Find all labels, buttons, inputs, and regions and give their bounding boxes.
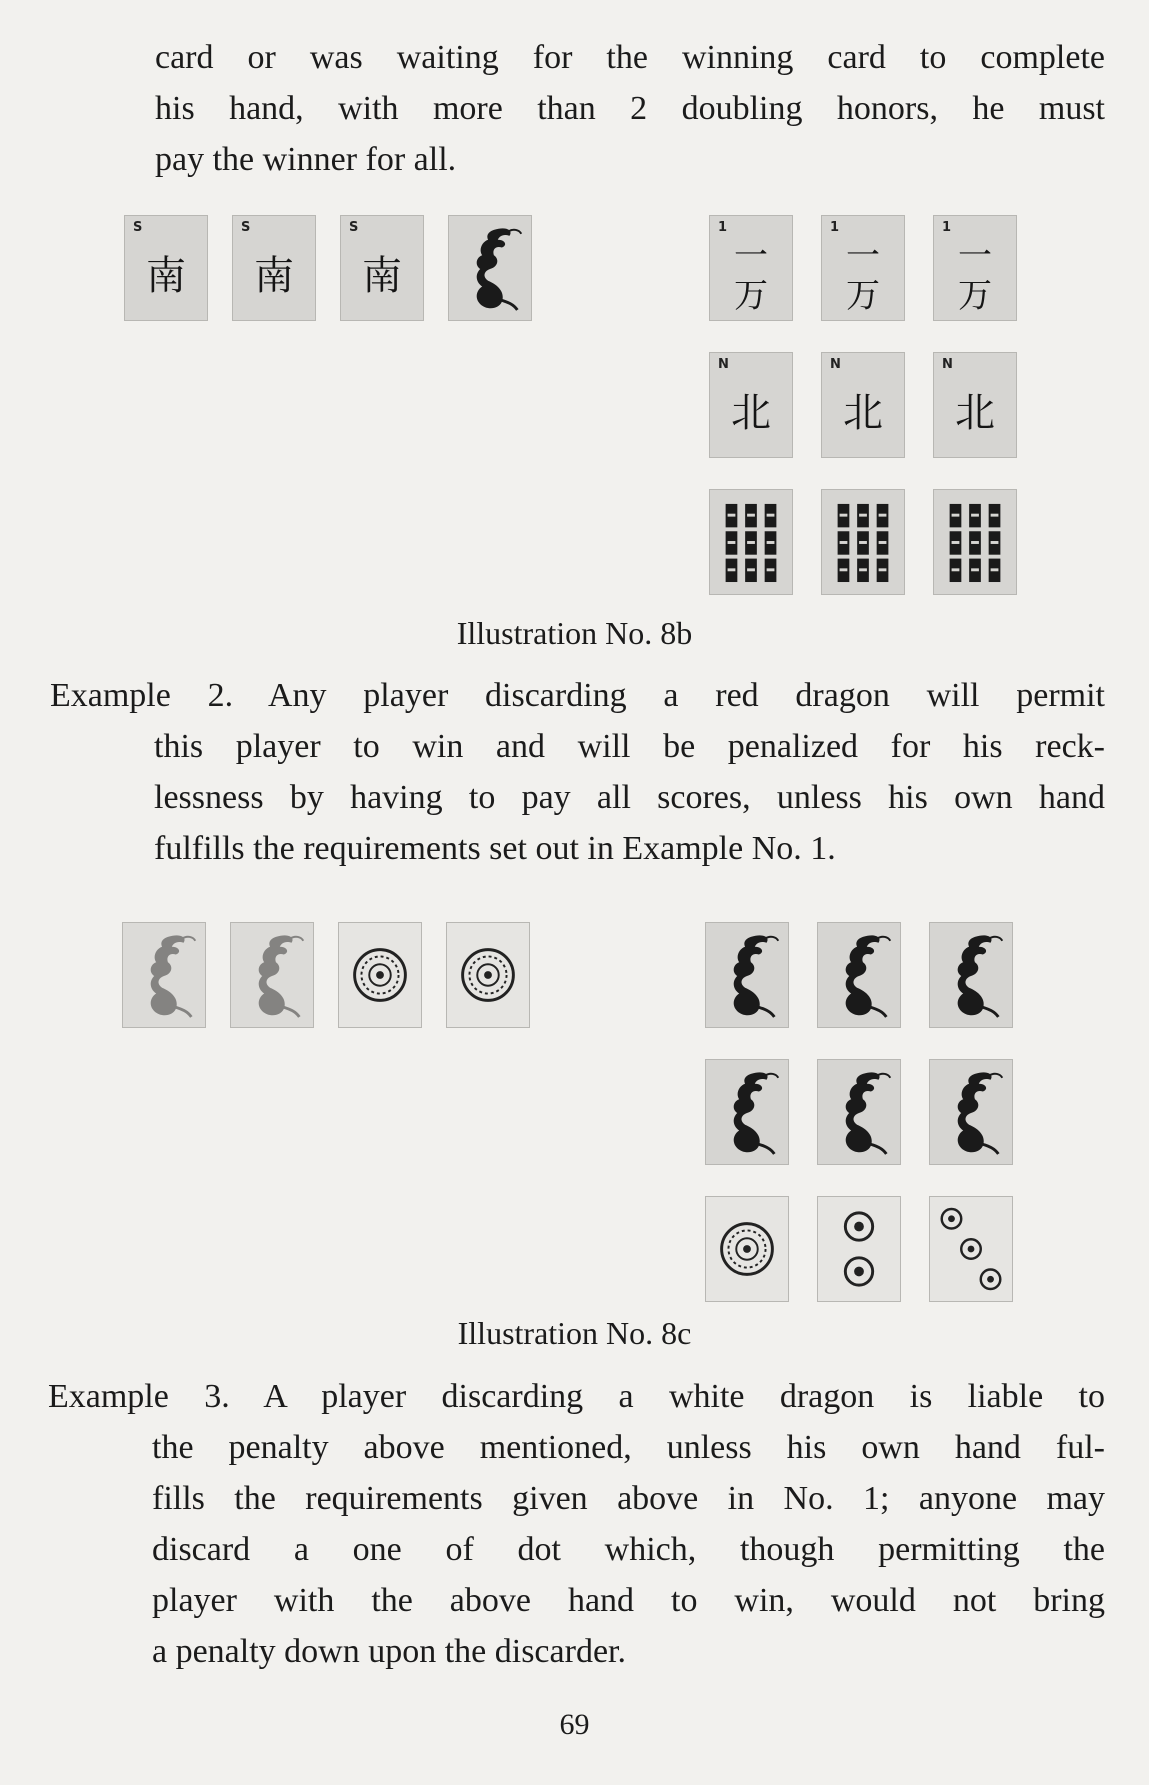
tile-glyph: 南 [146, 253, 186, 299]
faded-dragon-tile [230, 922, 314, 1028]
tile-glyph-bottom: 万 [846, 276, 880, 316]
tile-glyph: 南 [254, 253, 294, 299]
two-dot-tile [817, 1196, 901, 1302]
text-line: his hand, with more than 2 doubling honors, he must [155, 90, 1105, 127]
tile-glyph-bottom: 万 [734, 276, 768, 316]
page-number: 69 [559, 1708, 590, 1741]
example-3-paragraph [48, 1371, 1105, 1677]
south-wind-tile [124, 215, 208, 321]
example-2-label: Example 2. [50, 677, 234, 714]
text-line: card or was waiting for the winning card to complete [155, 39, 1105, 76]
text-line: player with the above hand to win, would not bring [152, 1582, 1105, 1619]
red-dragon-tile [929, 1059, 1013, 1165]
illustration-8c-caption: Illustration No. 8c [457, 1315, 692, 1351]
red-dragon-tile [817, 922, 901, 1028]
north-wind-tile [821, 352, 905, 458]
north-wind-tile [709, 352, 793, 458]
one-dot-tile [705, 1196, 789, 1302]
north-wind-tile [933, 352, 1017, 458]
one-character-tile [709, 215, 793, 321]
text-line: lessness by having to pay all scores, unless his own hand [154, 779, 1105, 816]
tile-glyph-top: 一 [958, 236, 992, 276]
tile-corner-label: N [830, 357, 841, 372]
tile-corner-label: 1 [942, 220, 952, 235]
example-2-first-line [50, 670, 1105, 721]
nine-bamboo-tile [709, 489, 793, 595]
red-dragon-tile [448, 215, 532, 321]
tile-glyph: 南 [362, 253, 402, 299]
text-line: fills the requirements given above in No. 1; anyone may [152, 1480, 1105, 1517]
tile-corner-label: S [133, 220, 143, 235]
red-dragon-tile [705, 922, 789, 1028]
illustration-8b-caption: Illustration No. 8b [456, 615, 693, 651]
tile-glyph-bottom: 万 [958, 276, 992, 316]
example-2-paragraph [50, 670, 1105, 874]
text-line: Any player discarding a red dragon will permit [268, 677, 1106, 714]
text-line: a penalty down upon the discarder. [152, 1633, 626, 1670]
one-character-tile [821, 215, 905, 321]
tile-corner-label: S [349, 220, 359, 235]
text-line: fulfills the requirements set out in Example No. 1. [154, 830, 836, 867]
text-line: the penalty above mentioned, unless his own hand ful- [152, 1429, 1105, 1466]
south-wind-tile [232, 215, 316, 321]
three-dot-tile [929, 1196, 1013, 1302]
red-dragon-tile [929, 922, 1013, 1028]
tile-corner-label: 1 [830, 220, 840, 235]
nine-bamboo-tile [821, 489, 905, 595]
tile-glyph: 北 [731, 390, 771, 436]
example-3-first-line [48, 1371, 1105, 1422]
faded-dragon-tile [122, 922, 206, 1028]
red-dragon-tile [817, 1059, 901, 1165]
tile-corner-label: N [718, 357, 729, 372]
text-line: discard a one of dot which, though permitting the [152, 1531, 1105, 1568]
one-dot-tile [446, 922, 530, 1028]
example-3-label: Example 3. [48, 1378, 230, 1415]
tile-glyph: 北 [955, 390, 995, 436]
intro-paragraph [155, 32, 1105, 185]
red-dragon-tile [705, 1059, 789, 1165]
nine-bamboo-tile [933, 489, 1017, 595]
one-character-tile [933, 215, 1017, 321]
text-line: A player discarding a white dragon is liable to [263, 1378, 1105, 1415]
tile-glyph-top: 一 [734, 236, 768, 276]
tile-glyph: 北 [843, 390, 883, 436]
one-dot-tile [338, 922, 422, 1028]
text-line: pay the winner for all. [155, 141, 457, 178]
text-line: this player to win and will be penalized for his reck- [154, 728, 1105, 765]
tile-corner-label: 1 [718, 220, 728, 235]
tile-glyph-top: 一 [846, 236, 880, 276]
tile-corner-label: S [241, 220, 251, 235]
south-wind-tile [340, 215, 424, 321]
tile-corner-label: N [942, 357, 953, 372]
